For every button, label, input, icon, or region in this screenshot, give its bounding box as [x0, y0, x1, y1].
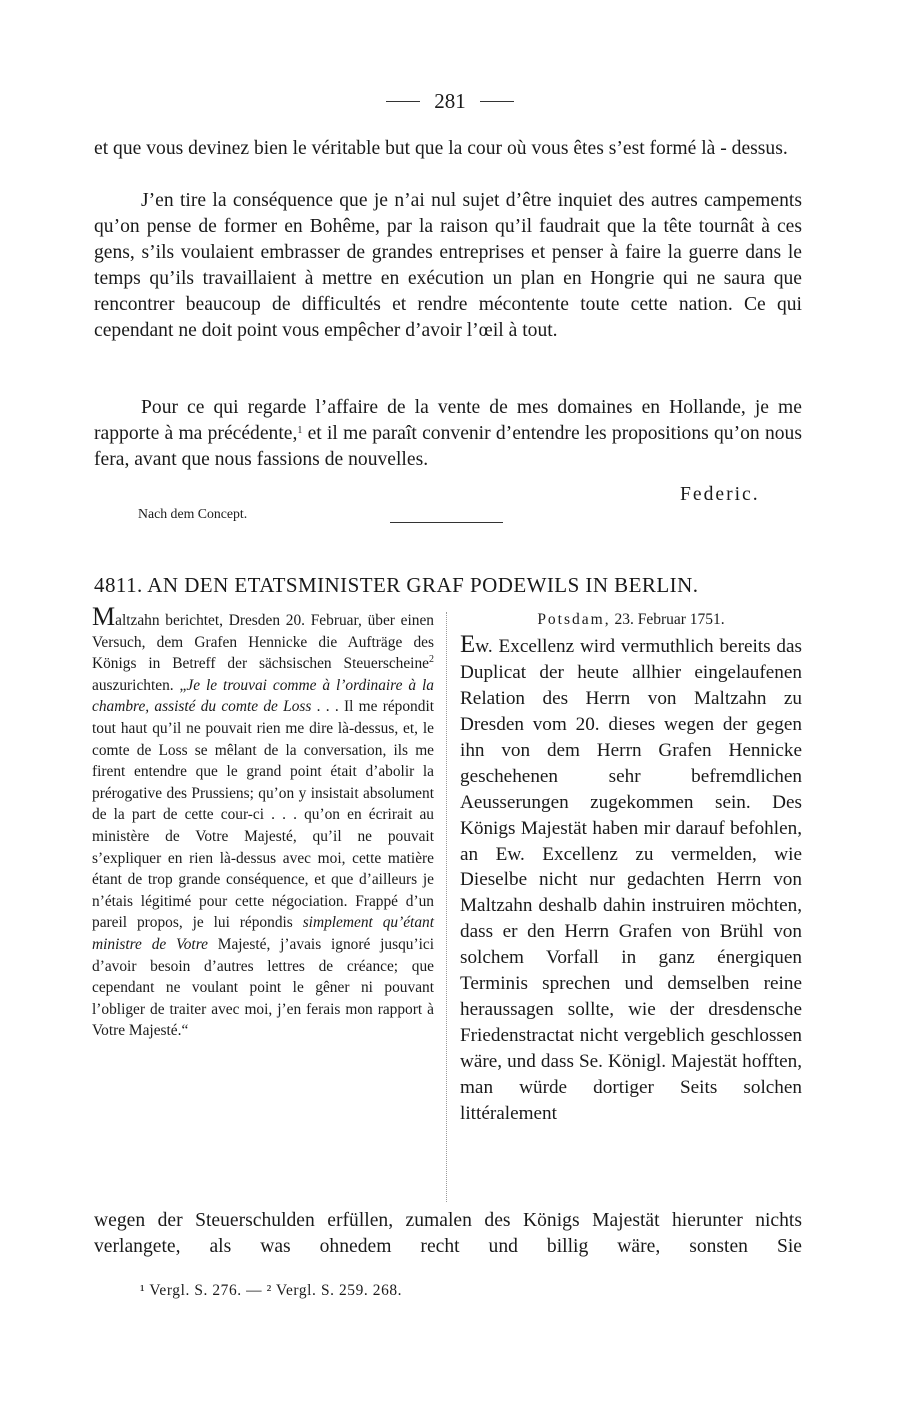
page-number: 281: [434, 88, 466, 113]
header-dash-left: [386, 101, 420, 102]
paragraph-campements: J’en tire la conséquence que je n’ai nul sujet d’être inquiet des autres campements qu’on pense de former en Bohême, par la raison qu’il faudrait que la tête tournât à ces gens, s’ils voulaient embrasser de grandes entreprises et penser à faire la guerre dans le temps qu’ils travaillaient à mettre en exécution un plan en Hongrie qui ne saura que rencontrer beaucoup de difficultés et rendre mécontente toute cette nation. Ce qui cependant ne doit point vous empêcher d’avoir l’œil à tout.: [94, 190, 802, 341]
section-separator: [390, 522, 503, 523]
paragraph-domaines-text-b: et il me paraît convenir d’entendre les propositions qu’on nous fera, avant que nous fassions de nouvelles.: [94, 422, 802, 470]
letter-dateline: [460, 608, 802, 632]
summary-text-1: altzahn berichtet, Dresden 20. Februar, über einen Versuch, dem Grafen Hennicke die Aufträge des Königs in Betreff der sächsischen Steuerscheine: [92, 612, 434, 673]
footnotes: ¹ Vergl. S. 276. — ² Vergl. S. 259. 268.: [140, 1282, 403, 1299]
paragraph-continuation: et que vous devinez bien le véritable but que la cour où vous êtes s’est formé là - dessus.: [94, 138, 788, 159]
dateline-date: 23. Februar 1751.: [610, 611, 725, 628]
letter-body-text: w. Excellenz wird vermuthlich bereits das Duplicat der heute allhier eingelaufenen Relation des Herrn von Maltzahn zu Dresden vom 20. dieses wegen der gegen ihn von dem Herrn Grafen Hennicke geschehenen sehr befremdlichen Aeusserungen zugekommen sein. Des Königs Majestät haben mir darauf befohlen, an Ew. Excellenz zu vermelden, wie Dieselbe nicht nur gedachten Herrn von Maltzahn deshalb dahin instruiren möchten, dass er den Herrn Grafen von Brühl von solchem Vorfall in ganz énergiquen Terminis sprechen und demselben reine heraussagen sollte, wie der dresdensche Friedenstractat nicht vergeblich geschlossen wäre, und dass Se. Königl. Majestät hofften, man würde dortiger Seits solchen littéralement: [460, 636, 802, 1124]
footnote-ref-1: 1: [297, 424, 303, 436]
letter-body: [460, 632, 802, 1127]
letter-summary: [92, 602, 435, 1042]
dateline-place: Potsdam,: [537, 611, 611, 628]
header-dash-right: [480, 101, 514, 102]
signature: Federic.: [680, 484, 760, 505]
footnote-ref-2: 2: [429, 654, 434, 666]
summary-quote-italic: Je le trouvai comme à l’ordinaire à la chambre, assisté du comte de Loss: [92, 676, 434, 716]
page-header: [0, 86, 900, 116]
source-note: Nach dem Concept.: [138, 506, 248, 521]
letter-column: [460, 608, 802, 1127]
column-divider: [446, 612, 447, 1202]
letter-initial: E: [460, 631, 476, 658]
letter-body-continued: wegen der Steuerschulden erfüllen, zumalen des Königs Majestät hierunter nichts verlangete, als was ohnedem recht und billig wäre, sonsten Sie: [94, 1210, 802, 1257]
paragraph-domaines-text-a: Pour ce qui regarde l’affaire de la vente de mes domaines en Hollande, je me rapporte à ma précédente,: [94, 397, 802, 444]
summary-initial: M: [92, 602, 116, 631]
summary-text-2: auszurichten. „: [92, 676, 187, 694]
summary-text-4: Majesté, j’avais ignoré jusqu’ici d’avoir besoin d’autres lettres de créance; que cependant ne voulant point le gêner ni pouvant l’obliger de traiter avec moi, j’en ferais mon rapport à Votre Majesté.“: [92, 935, 434, 1040]
letter-heading: 4811. AN DEN ETATSMINISTER GRAF PODEWILS IN BERLIN.: [94, 573, 699, 597]
paragraph-domaines: [94, 395, 802, 473]
summary-text-3: . . . Il me répondit tout haut qu’il ne pouvait rien me dire là-dessus, et, le comte de Loss se mêlant de la conversation, ils me firent entendre que le grand point était d’abolir la prérogative des Prussiens; qu’on y insistait absolument de la part de cette cour-ci . . . qu’on en écrirait au ministère de Votre Majesté, qu’il ne pouvait s’expliquer en rien là-dessus avec moi, cette matière étant de trop grande conséquence, et que d’ailleurs je n’étais légitimé pour cette négociation. Frappé d’un pareil propos, je lui répondis: [92, 698, 435, 932]
summary-italic-2: simplement qu’étant ministre de Votre: [92, 914, 434, 953]
